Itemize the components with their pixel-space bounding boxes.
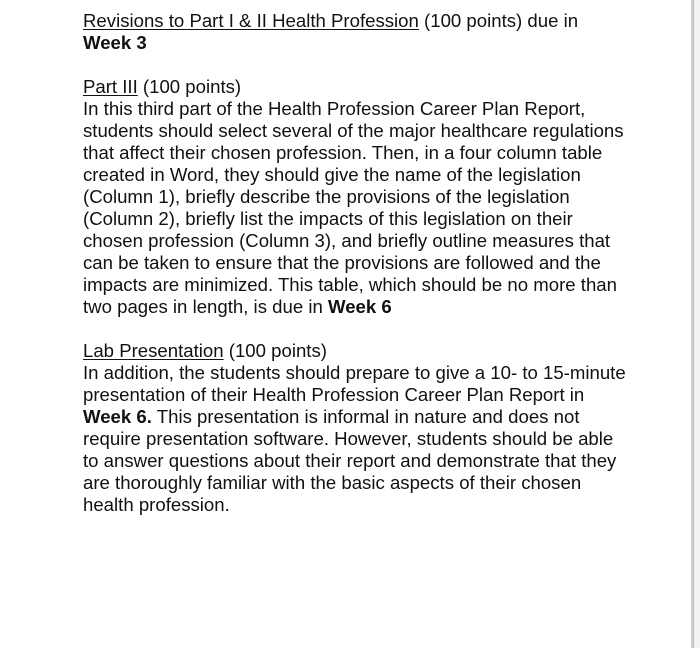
part3-section <box>83 76 628 318</box>
page-edge <box>691 0 694 648</box>
part3-due-week: Week 6 <box>327 296 392 317</box>
lab-body-end: This presentation is informal in nature and does not require presentation software. However, students should be able to answer questions about their report and demonstrate that they are thoroughly familiar with the basic aspects of their chosen health profession. <box>83 406 617 515</box>
part3-heading: Part III <box>83 76 138 97</box>
lab-heading: Lab Presentation <box>83 340 224 361</box>
part3-points: (100 points) <box>137 76 242 97</box>
paragraph-gap <box>83 54 628 76</box>
revisions-due-week: Week 3 <box>83 32 147 53</box>
part3-body: In this third part of the Health Profession Career Plan Report, students should select several of the major healthcare regulations that affect their chosen profession. Then, in a four column table created in Word, they should give the name of the legislation (Column 1), briefly describe the provisions of the legislation (Column 2), briefly list the impacts of this legislation on their chosen profession (Column 3), and briefly outline measures that can be taken to ensure that the provisions are followed and the impacts are minimized. This table, which should be no more than two pages in length, is due in <box>83 98 624 317</box>
lab-points: (100 points) <box>223 340 327 361</box>
lab-due-week: Week 6. <box>83 406 152 427</box>
document-body <box>83 10 628 516</box>
paragraph-gap <box>83 318 628 340</box>
revisions-points: (100 points) due in <box>418 10 579 31</box>
page-edge-shadow <box>694 0 700 648</box>
revisions-heading: Revisions to Part I & II Health Profession <box>83 10 419 31</box>
lab-body-start: In addition, the students should prepare to give a 10- to 15-minute presentation of their Health Profession Career Plan Report in <box>83 362 626 405</box>
revisions-section <box>83 10 628 54</box>
lab-section <box>83 340 628 516</box>
